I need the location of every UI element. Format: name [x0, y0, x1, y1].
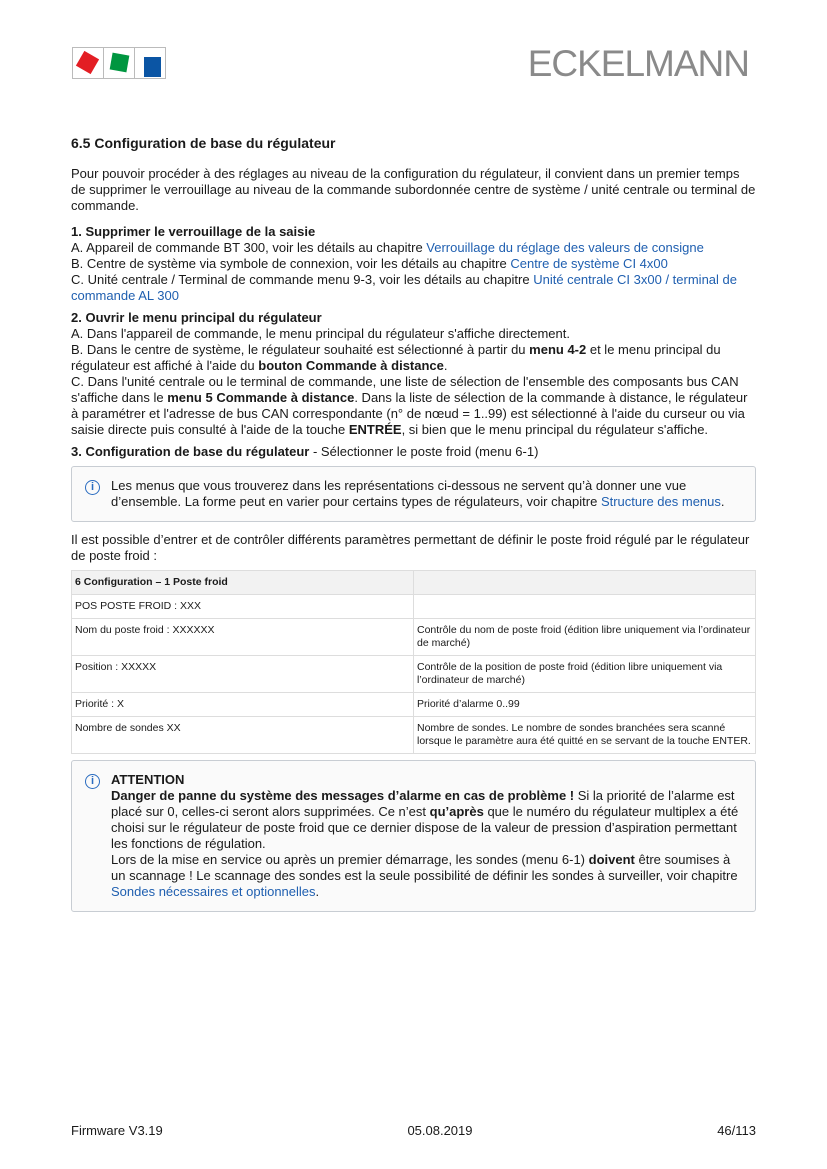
- bold-text: menu 5 Commande à distance: [167, 390, 355, 405]
- attention-note-text: [111, 772, 743, 900]
- text-segment: et le menu principal du régulateur est affiché à l'aide du: [71, 342, 721, 373]
- info-note: [71, 466, 756, 522]
- text-segment: - Sélectionner le poste froid (menu 6-1): [309, 444, 539, 459]
- parameter-cell: POS POSTE FROID : XXX: [72, 595, 414, 619]
- bold-text: 1. Supprimer le verrouillage de la saisie: [71, 224, 316, 239]
- table-row: [72, 656, 756, 693]
- table-intro: [71, 532, 756, 564]
- text-segment: Il est possible d’entrer et de contrôler différents paramètres permettant de définir le poste froid régulé par le régulateur de poste froid :: [71, 532, 750, 563]
- text-segment: A. Dans l'appareil de commande, le menu principal du régulateur s'affiche directement.: [71, 326, 570, 341]
- firmware-version: Firmware V3.19: [71, 1123, 163, 1138]
- parameter-table: [71, 570, 756, 754]
- page-number: 46/113: [717, 1123, 756, 1138]
- brand-name: ECKELMANN: [527, 43, 749, 84]
- bold-text: qu’après: [429, 804, 484, 819]
- text-segment: B. Dans le centre de système, le régulateur souhaité est sélectionné à partir du: [71, 342, 530, 357]
- step-2: [71, 310, 756, 438]
- bold-text: doivent: [588, 852, 635, 867]
- step-3: [71, 444, 756, 460]
- chapter-link[interactable]: Verrouillage du réglage des valeurs de consigne: [426, 240, 704, 255]
- parameter-cell: Position : XXXXX: [72, 656, 414, 693]
- text-segment: être soumises à un scannage ! Le scannage des sondes est la seule possibilité de définir les sondes à surveiller, voir chapitre: [111, 852, 738, 883]
- text-segment: Si la priorité de l’alarme est placé sur 0, celles-ci seront alors supprimées. Ce n’est: [111, 788, 735, 819]
- table-row: [72, 693, 756, 717]
- document-content: [71, 134, 756, 922]
- chapter-link[interactable]: Sondes nécessaires et optionnelles: [111, 884, 316, 899]
- bold-text: 3. Configuration de base du régulateur: [71, 444, 310, 459]
- table-header-cell: 6 Configuration – 1 Poste froid: [72, 571, 414, 595]
- table-header-cell: [414, 571, 756, 595]
- chapter-link[interactable]: Unité centrale CI 3x00 / terminal de commande AL 300: [71, 272, 737, 303]
- eckelmann-logo: [72, 47, 166, 79]
- text-segment: Pour pouvoir procéder à des réglages au niveau de la configuration du régulateur, il convient dans un premier temps de supprimer le verrouillage au niveau de la commande subordonnée centre de système / unité centrale ou terminal de commande.: [71, 166, 756, 213]
- description-cell: Nombre de sondes. Le nombre de sondes branchées sera scanné lorsque le paramètre aura été quitté en se servant de la touche ENTER.: [414, 717, 756, 754]
- text-segment: Les menus que vous trouverez dans les représentations ci-dessous ne servent qu’à donner une vue d’ensemble. La forme peut en varier pour certains types de régulateurs, voir chapitre: [111, 478, 687, 509]
- bold-text: ENTRÉE: [348, 422, 402, 437]
- table-row: [72, 619, 756, 656]
- attention-note: [71, 760, 756, 912]
- text-segment: Lors de la mise en service ou après un premier démarrage, les sondes (menu 6-1): [111, 852, 589, 867]
- info-icon: i: [85, 774, 100, 789]
- intro-paragraph: [71, 166, 756, 214]
- page-footer: [71, 1123, 756, 1139]
- bold-text: bouton Commande à distance: [258, 358, 444, 373]
- description-cell: Contrôle du nom de poste froid (édition libre uniquement via l’ordinateur de marché): [414, 619, 756, 656]
- bold-text: Danger de panne du système des messages d’alarme en cas de problème !: [111, 788, 575, 803]
- footer-date: 05.08.2019: [407, 1123, 473, 1138]
- bold-text: 2. Ouvrir le menu principal du régulateur: [71, 310, 322, 325]
- text-segment: A. Appareil de commande BT 300, voir les détails au chapitre: [71, 240, 427, 255]
- parameter-cell: Nom du poste froid : XXXXXX: [72, 619, 414, 656]
- table-row: [72, 717, 756, 754]
- table-row: [72, 595, 756, 619]
- parameter-cell: Priorité : X: [72, 693, 414, 717]
- bold-text: ATTENTION: [111, 772, 185, 787]
- bold-text: menu 4-2: [529, 342, 587, 357]
- description-cell: Priorité d’alarme 0..99: [414, 693, 756, 717]
- text-segment: , si bien que le menu principal du régulateur s'affiche.: [401, 422, 709, 437]
- table-header-row: [72, 571, 756, 595]
- text-segment: C. Unité centrale / Terminal de commande menu 9-3, voir les détails au chapitre: [71, 272, 534, 287]
- info-note-text: [111, 478, 743, 510]
- text-segment: .: [315, 884, 320, 899]
- step-1: [71, 224, 756, 304]
- info-icon: i: [85, 480, 100, 495]
- text-segment: . Dans la liste de sélection de la commande à distance, le régulateur à paramétrer et l'adresse de bus CAN correspondante (n° de nœud = 1..99) est sélectionné à l'aide du curseur ou via saisie directe puis consulté à l'aide de la touche: [71, 390, 748, 437]
- section-title: 6.5 Configuration de base du régulateur: [71, 135, 336, 151]
- text-segment: .: [443, 358, 448, 373]
- chapter-link[interactable]: Centre de système CI 4x00: [510, 256, 668, 271]
- text-segment: que le numéro du régulateur multiplex a été choisi sur le régulateur de poste froid que ce dernier dispose de la valeur de pression d’aspiration permettant les fonctions de régulation.: [111, 804, 739, 851]
- chapter-link[interactable]: Structure des menus: [600, 494, 721, 509]
- parameter-cell: Nombre de sondes XX: [72, 717, 414, 754]
- text-segment: B. Centre de système via symbole de connexion, voir les détails au chapitre: [71, 256, 511, 271]
- description-cell: [414, 595, 756, 619]
- description-cell: Contrôle de la position de poste froid (édition libre uniquement via l’ordinateur de marché): [414, 656, 756, 693]
- text-segment: C. Dans l'unité centrale ou le terminal de commande, une liste de sélection de l'ensemble des composants bus CAN s'affiche dans le: [71, 374, 739, 405]
- text-segment: .: [720, 494, 725, 509]
